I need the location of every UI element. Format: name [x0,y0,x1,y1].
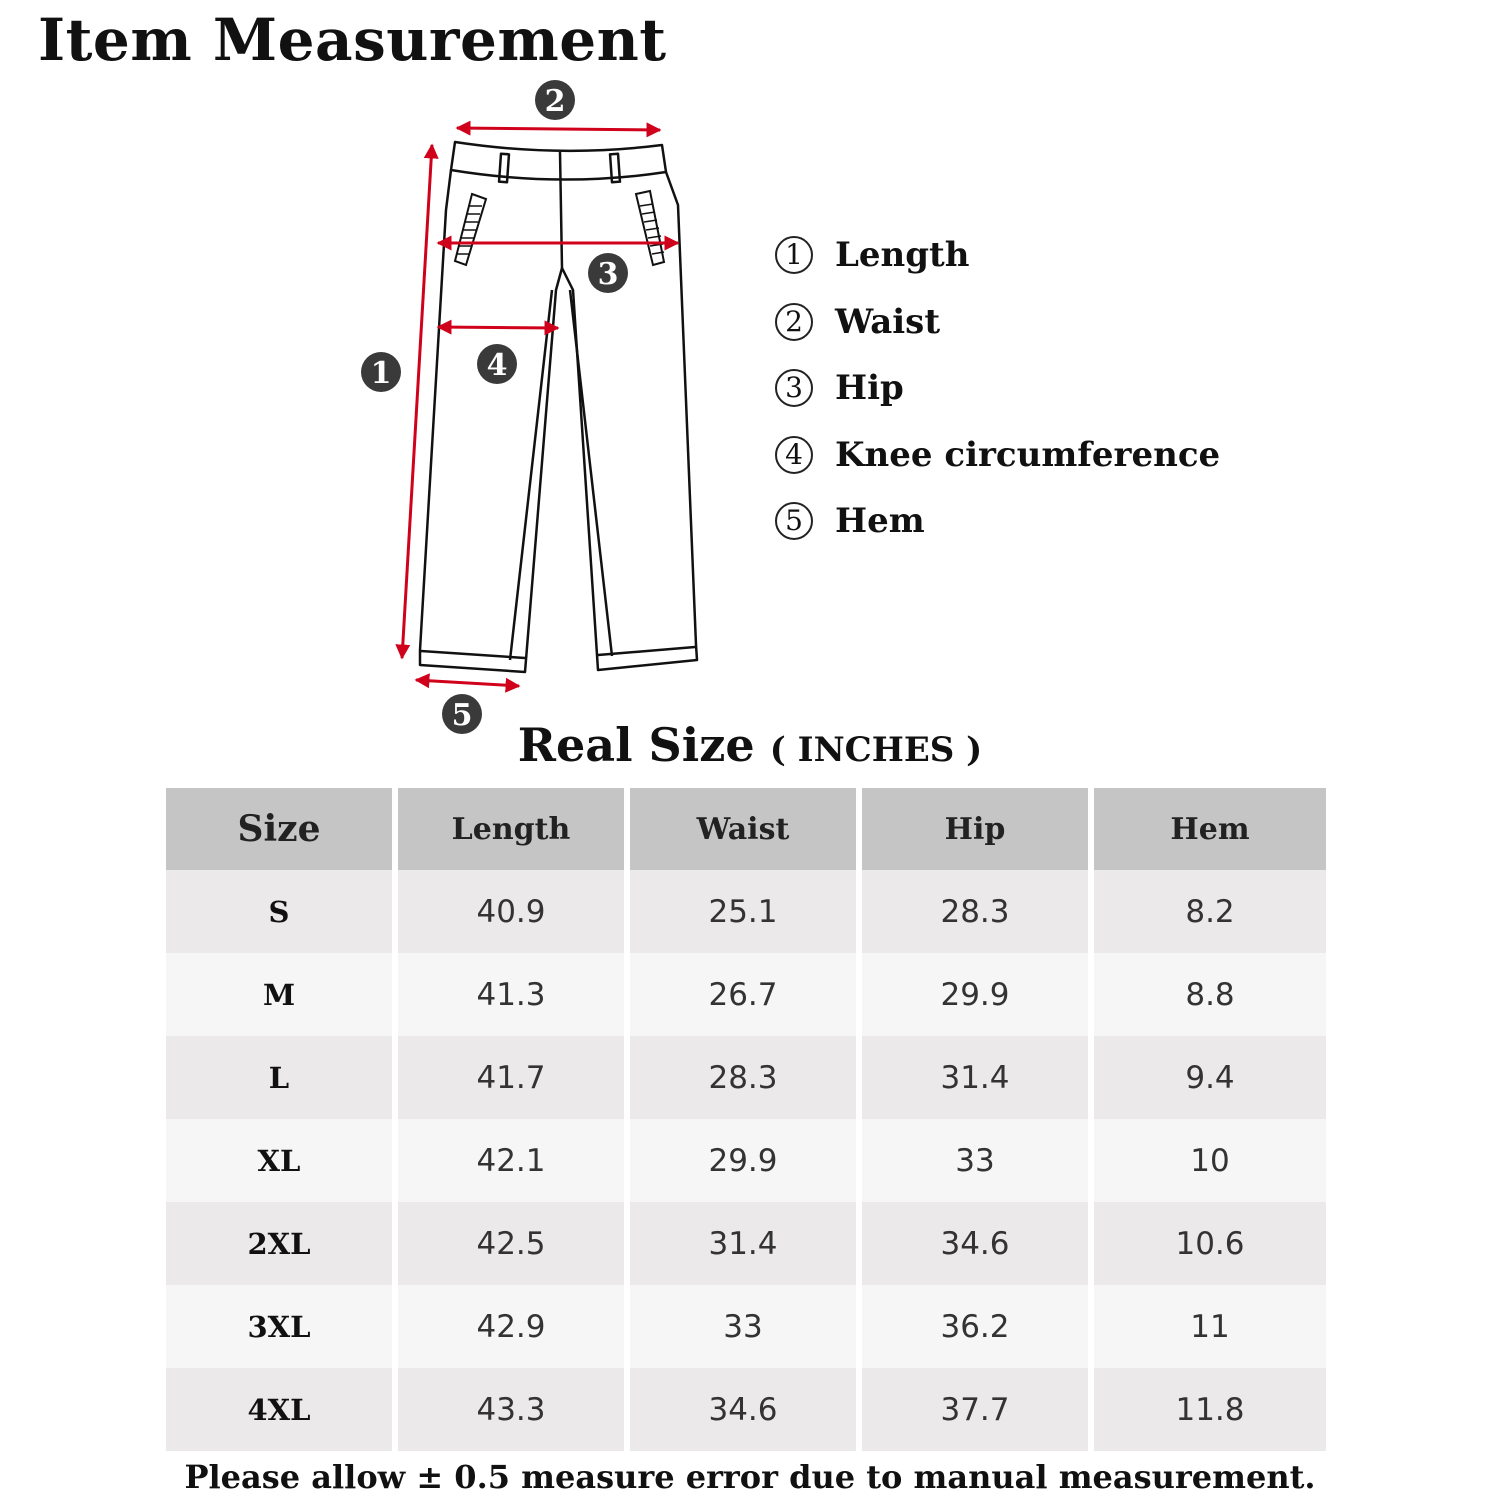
legend-item-hip [775,355,1220,422]
hem-cell: 11 [1094,1285,1326,1368]
waist-cell: 34.6 [630,1368,862,1451]
marker-2 [535,80,575,120]
hip-cell: 31.4 [862,1036,1094,1119]
size-cell: 2XL [166,1202,398,1285]
legend-number: 3 [775,369,813,407]
header-hem: Hem [1094,788,1326,870]
header-size: Size [166,788,398,870]
size-cell: M [166,953,398,1036]
table-row [166,1202,1326,1285]
hem-cell: 10 [1094,1119,1326,1202]
hem-cell: 11.8 [1094,1368,1326,1451]
legend-label: Hip [835,368,904,409]
marker-1 [361,352,401,392]
marker-3-label: 3 [597,257,619,292]
hip-cell: 29.9 [862,953,1094,1036]
legend-label: Waist [835,301,941,342]
size-cell: XL [166,1119,398,1202]
legend-item-length [775,222,1220,289]
table-title [0,718,1500,772]
legend-label: Knee circumference [835,434,1221,475]
length-cell: 41.7 [398,1036,630,1119]
marker-3 [588,253,628,293]
marker-2-label: 2 [544,84,566,119]
hip-cell: 28.3 [862,870,1094,953]
measure-arrows [402,128,678,686]
hip-cell: 34.6 [862,1202,1094,1285]
measurement-note: Please allow ± 0.5 measure error due to manual measurement. [184,1458,1316,1496]
legend-label: Hem [835,501,925,542]
length-cell: 42.9 [398,1285,630,1368]
hip-cell: 37.7 [862,1368,1094,1451]
legend-label: Length [835,235,970,276]
table-row [166,870,1326,953]
marker-5-label: 5 [451,698,473,733]
legend-number: 5 [775,502,813,540]
marker-4 [477,344,517,384]
size-cell: L [166,1036,398,1119]
size-cell: S [166,870,398,953]
legend-item-hem [775,488,1220,555]
length-cell: 43.3 [398,1368,630,1451]
table-row [166,1119,1326,1202]
length-cell: 42.1 [398,1119,630,1202]
size-table [166,788,1326,1451]
table-title-main: Real Size [517,718,755,772]
size-cell: 4XL [166,1368,398,1451]
hem-cell: 9.4 [1094,1036,1326,1119]
table-row [166,1285,1326,1368]
pocket-icon [455,191,664,265]
header-hip: Hip [862,788,1094,870]
waist-cell: 25.1 [630,870,862,953]
table-row [166,1036,1326,1119]
hem-cell: 8.8 [1094,953,1326,1036]
size-cell: 3XL [166,1285,398,1368]
waist-cell: 33 [630,1285,862,1368]
waist-cell: 28.3 [630,1036,862,1119]
table-title-unit: ( INCHES ) [769,730,983,770]
legend-number: 4 [775,436,813,474]
hem-cell: 8.2 [1094,870,1326,953]
waist-cell: 31.4 [630,1202,862,1285]
hip-cell: 33 [862,1119,1094,1202]
legend-item-waist [775,289,1220,356]
marker-4-label: 4 [486,348,508,383]
legend-item-knee [775,422,1220,489]
header-length: Length [398,788,630,870]
legend-number: 1 [775,236,813,274]
hip-cell: 36.2 [862,1285,1094,1368]
length-cell: 42.5 [398,1202,630,1285]
waist-cell: 29.9 [630,1119,862,1202]
length-cell: 40.9 [398,870,630,953]
waist-cell: 26.7 [630,953,862,1036]
table-header-row [166,788,1326,870]
page-title: Item Measurement [38,6,667,74]
length-cell: 41.3 [398,953,630,1036]
marker-1-label: 1 [370,356,392,391]
header-waist: Waist [630,788,862,870]
table-row [166,953,1326,1036]
legend-number: 2 [775,303,813,341]
measurement-legend [775,222,1220,555]
hem-cell: 10.6 [1094,1202,1326,1285]
table-row [166,1368,1326,1451]
